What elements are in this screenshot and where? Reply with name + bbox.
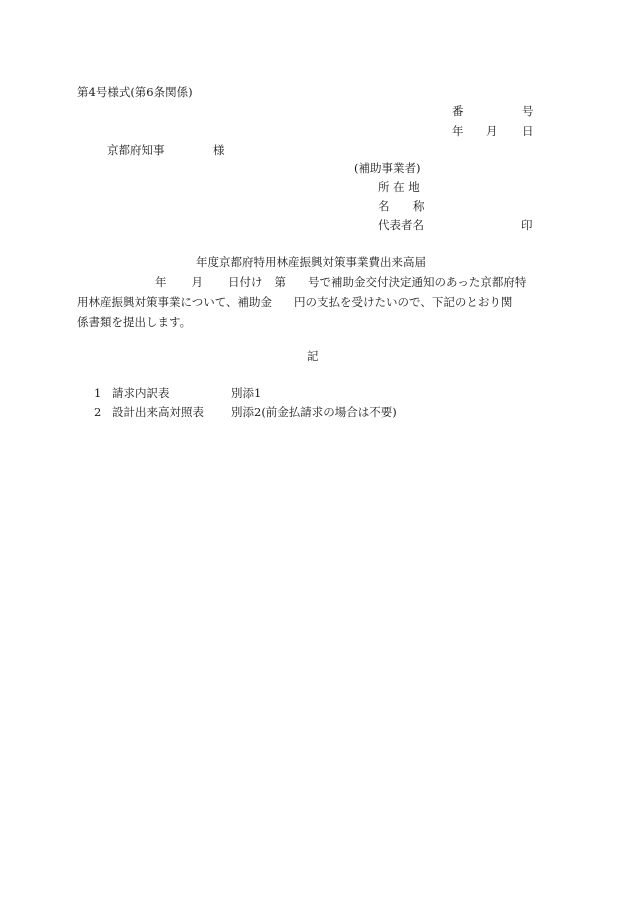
applicant-seal: 印 [521, 218, 533, 232]
item-2-num: 2 [94, 405, 102, 419]
body-line-2-b: 円の支払を受けたいので、下記のとおり関 [294, 295, 513, 309]
body-dai: 第 [274, 275, 286, 289]
date-day: 日 [522, 124, 534, 138]
item-2-attachment: 別添2(前金払請求の場合は不要) [231, 405, 397, 419]
body-line-2-a: 用林産振興対策事業について、補助金 [77, 295, 273, 309]
body-line-1-rest: 号で補助金交付決定通知のあった京都府特 [308, 275, 527, 289]
addressee-suffix: 様 [213, 143, 225, 157]
item-1-num: 1 [94, 386, 102, 400]
body-month: 月 [191, 275, 203, 289]
doc-number-ban: 番 [452, 104, 464, 118]
applicant-name-label-1: 名 [378, 199, 390, 213]
date-year: 年 [452, 124, 464, 138]
doc-number-go: 号 [522, 104, 534, 118]
form-label: 第4号様式(第6条関係) [77, 85, 193, 99]
body-line-1 [77, 272, 557, 292]
ki-heading: 記 [307, 349, 319, 363]
date-month: 月 [486, 124, 498, 138]
item-1-attachment: 別添1 [231, 386, 262, 400]
body-line-2 [77, 292, 557, 312]
applicant-address-label: 所 在 地 [378, 180, 420, 194]
applicant-name-label-2: 称 [413, 199, 425, 213]
body-line-3: 係書類を提出します。 [77, 315, 192, 329]
body-day: 日付け [228, 275, 263, 289]
item-2-label: 設計出来高対照表 [112, 405, 204, 419]
body-year: 年 [155, 275, 167, 289]
addressee-name: 京都府知事 [107, 143, 165, 157]
applicant-representative-label: 代表者名 [378, 218, 424, 232]
body-paragraph [77, 272, 557, 332]
document-title: 年度京都府特用林産振興対策事業費出来高届 [196, 255, 426, 269]
item-1-label: 請求内訳表 [112, 386, 170, 400]
applicant-header: (補助事業者) [354, 161, 421, 175]
